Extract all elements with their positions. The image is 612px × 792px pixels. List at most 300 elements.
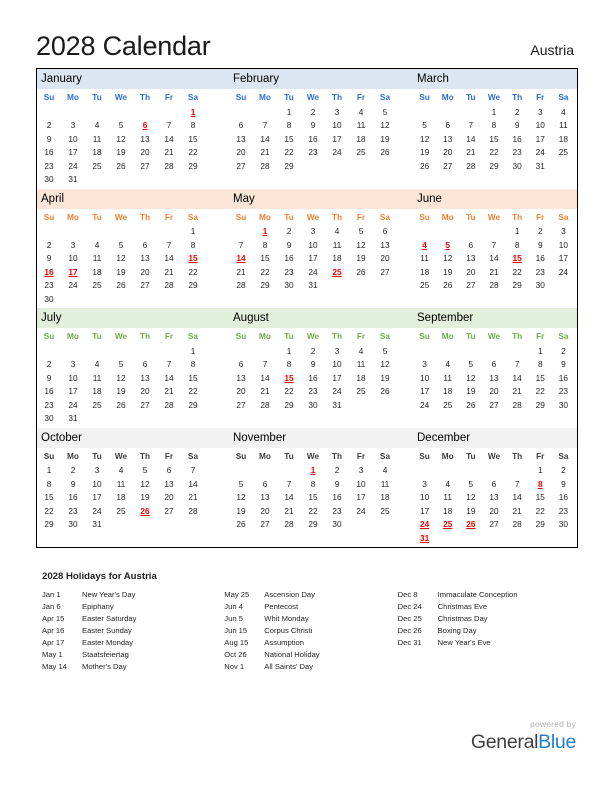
- holiday-list-item: [224, 625, 397, 637]
- quarter-row: [37, 69, 577, 189]
- day-cell: 9: [286, 239, 292, 250]
- day-cell: 18: [443, 386, 453, 396]
- day-cell: 5: [118, 120, 124, 130]
- month-title: June: [417, 192, 442, 205]
- holiday-date: Apr 17: [42, 638, 65, 647]
- day-cell: 16: [512, 133, 522, 144]
- day-cell: 18: [92, 266, 102, 277]
- holiday-list-item: [42, 613, 224, 625]
- footer-branding: [471, 718, 576, 754]
- day-cell-empty: [552, 160, 575, 174]
- month-title: April: [41, 192, 65, 205]
- day-cell-empty: [37, 225, 61, 239]
- weekday-header-row: [37, 328, 229, 345]
- day-cell: 17: [332, 372, 342, 383]
- holidays-section: [36, 548, 576, 673]
- weekday-header: We: [306, 450, 320, 461]
- day-cell: 6: [382, 226, 388, 236]
- day-cell: 5: [142, 465, 148, 475]
- day-cell: 2: [46, 359, 52, 369]
- day-cell: 13: [443, 133, 453, 144]
- day-cell-empty: [181, 518, 205, 532]
- day-cell: 11: [443, 492, 453, 502]
- day-cell: 21: [260, 386, 270, 396]
- day-cell: 13: [236, 372, 246, 383]
- day-cell: 31: [92, 519, 102, 529]
- day-cell: 3: [334, 106, 340, 117]
- day-cell-holiday: 1: [190, 106, 196, 117]
- day-cell: 24: [308, 266, 318, 277]
- week-row: [37, 464, 229, 478]
- day-cell: 28: [466, 160, 476, 171]
- day-cell: 29: [188, 399, 198, 410]
- day-cell: 29: [188, 280, 198, 290]
- weekday-header-row: [229, 328, 413, 345]
- day-cell: 15: [188, 372, 198, 383]
- day-cell: 23: [558, 505, 569, 516]
- day-cell: 24: [356, 505, 366, 516]
- day-cell: 5: [422, 120, 427, 130]
- day-cell: 11: [420, 253, 429, 263]
- week-row: [413, 345, 575, 359]
- day-cell: 18: [356, 372, 366, 383]
- day-cell-empty: [459, 532, 482, 546]
- weekday-header: Fr: [164, 211, 174, 222]
- weekday-header: Su: [43, 450, 55, 461]
- day-cell: 30: [558, 519, 569, 529]
- day-cell-empty: [181, 173, 205, 187]
- day-cell: 29: [260, 280, 270, 290]
- week-row: [229, 160, 413, 174]
- day-cell: 5: [468, 359, 474, 369]
- brand-general-text: General: [470, 731, 539, 753]
- weekday-header: We: [487, 450, 501, 461]
- day-cell: 31: [332, 399, 342, 410]
- day-cell: 24: [558, 266, 569, 277]
- day-cell: 6: [166, 465, 172, 475]
- day-cell-empty: [413, 345, 436, 359]
- day-cell: 20: [140, 147, 150, 157]
- day-cell: 8: [190, 120, 196, 130]
- day-cell-empty: [157, 293, 181, 307]
- day-cell: 31: [68, 174, 78, 184]
- day-cell: 14: [260, 133, 270, 144]
- weekday-header: Th: [139, 211, 151, 222]
- holiday-name: Staatsfeiertag: [82, 650, 129, 659]
- day-cell-holiday: 5: [445, 239, 451, 250]
- weekday-header: Su: [419, 211, 430, 222]
- weekday-header: Tu: [466, 450, 476, 461]
- day-cell-empty: [459, 464, 482, 478]
- day-cell: 17: [419, 505, 430, 516]
- day-cell: 25: [380, 505, 390, 516]
- day-cell-holiday: 15: [512, 253, 522, 263]
- holiday-list-item: [398, 589, 576, 601]
- day-cell: 10: [419, 492, 430, 502]
- day-cell-empty: [109, 173, 133, 187]
- weekday-header: Sa: [379, 211, 391, 222]
- weekday-header: Mo: [441, 450, 454, 461]
- day-cell-empty: [436, 106, 459, 120]
- weekday-header: Mo: [441, 92, 454, 102]
- day-cell: 6: [468, 239, 474, 250]
- week-row: [229, 464, 413, 478]
- day-cell: 17: [308, 253, 318, 263]
- holiday-date: Jan 6: [42, 602, 61, 611]
- day-cell: 11: [356, 120, 366, 130]
- day-cell: 21: [164, 266, 174, 277]
- day-cell-empty: [552, 279, 575, 293]
- weekday-header: Fr: [164, 92, 174, 102]
- day-cell: 4: [94, 359, 100, 369]
- day-cell: 22: [535, 386, 545, 396]
- weekday-header: We: [306, 92, 320, 102]
- week-row: [229, 518, 413, 532]
- day-cell-empty: [413, 106, 436, 120]
- week-row: [37, 385, 229, 399]
- day-cell: 27: [140, 160, 150, 171]
- weekday-header: Tu: [92, 450, 102, 461]
- holiday-name: National Holiday: [264, 650, 320, 659]
- weekday-header: Su: [235, 450, 247, 461]
- week-row: [37, 239, 229, 253]
- calendar-grid: [36, 68, 578, 548]
- day-cell: 1: [491, 106, 497, 117]
- day-cell: 20: [164, 492, 174, 502]
- holiday-date: Jun 15: [224, 626, 248, 635]
- day-cell: 2: [286, 226, 292, 236]
- day-cell: 10: [332, 359, 342, 369]
- holiday-name: Pentecost: [264, 602, 299, 611]
- holiday-name: Immaculate Conception: [437, 590, 518, 599]
- day-cell: 2: [514, 106, 520, 117]
- holiday-name: All Saints' Day: [264, 662, 314, 671]
- day-cell: 13: [236, 133, 246, 144]
- day-cell: 22: [489, 147, 499, 157]
- week-row: [413, 239, 575, 253]
- day-cell: 27: [466, 280, 476, 290]
- day-cell: 20: [443, 147, 453, 157]
- day-cell: 22: [284, 147, 294, 157]
- day-cell: 4: [445, 359, 451, 369]
- day-cell-empty: [373, 279, 397, 293]
- weekday-header: Fr: [164, 331, 174, 341]
- month-block: [37, 328, 229, 428]
- day-cell: 4: [445, 478, 451, 489]
- day-cell: 12: [466, 492, 476, 502]
- holiday-name: New Year's Eve: [437, 638, 491, 647]
- day-cell: 10: [308, 239, 318, 250]
- weekday-header: Su: [419, 92, 430, 102]
- day-cell: 5: [118, 359, 124, 369]
- day-cell: 18: [356, 133, 366, 144]
- day-cell-empty: [133, 293, 157, 307]
- day-cell: 17: [68, 386, 78, 396]
- day-cell: 31: [308, 280, 318, 290]
- day-cell: 29: [489, 160, 499, 171]
- day-cell: 8: [286, 359, 292, 369]
- day-cell-empty: [529, 532, 552, 546]
- page-title: 2028 Calendar: [36, 31, 211, 61]
- day-cell: 10: [558, 239, 569, 250]
- month-block: [229, 448, 413, 548]
- weekday-header: Mo: [67, 92, 79, 102]
- week-row: [37, 225, 229, 239]
- day-cell: 26: [466, 399, 476, 410]
- weekday-header: We: [114, 450, 128, 461]
- weekday-header: Th: [512, 450, 523, 461]
- holiday-date: Jan 1: [42, 590, 61, 599]
- day-cell: 23: [535, 266, 545, 277]
- day-cell: 11: [92, 372, 102, 383]
- day-cell: 22: [308, 505, 318, 516]
- holiday-date: Dec 8: [397, 590, 418, 599]
- day-cell: 7: [262, 120, 268, 130]
- week-row: [37, 518, 229, 532]
- week-row: [37, 146, 229, 160]
- day-cell: 26: [356, 266, 366, 277]
- month-block: [229, 89, 413, 189]
- month-title: March: [417, 73, 449, 85]
- day-cell: 22: [284, 386, 294, 396]
- week-row: [229, 252, 413, 266]
- day-cell-empty: [459, 345, 482, 359]
- week-row: [37, 478, 229, 492]
- day-cell: 23: [308, 386, 318, 396]
- weekday-header: Fr: [164, 450, 174, 461]
- day-cell: 10: [68, 133, 78, 144]
- day-cell-empty: [373, 160, 397, 174]
- week-row: [37, 252, 229, 266]
- day-cell: 22: [512, 266, 522, 277]
- day-cell: 30: [284, 280, 294, 290]
- weekday-header: Th: [139, 450, 151, 461]
- month-block: [37, 209, 229, 309]
- day-cell: 6: [491, 478, 497, 489]
- holiday-list-item: [42, 649, 224, 661]
- weekday-header: Sa: [187, 331, 199, 341]
- week-row: [37, 279, 229, 293]
- day-cell: 11: [443, 372, 453, 383]
- holiday-date: May 25: [224, 590, 250, 599]
- day-cell: 8: [190, 239, 196, 250]
- day-cell: 19: [380, 133, 390, 144]
- day-cell: 21: [512, 505, 522, 516]
- week-row: [413, 491, 575, 505]
- day-cell: 7: [166, 120, 172, 130]
- day-cell: 24: [68, 399, 78, 410]
- day-cell-empty: [253, 106, 277, 120]
- day-cell-empty: [133, 106, 157, 120]
- weekday-header: Mo: [259, 92, 271, 102]
- day-cell: 4: [358, 345, 364, 356]
- day-cell-empty: [61, 106, 85, 120]
- brand-logo: [471, 730, 576, 754]
- day-cell-holiday: 8: [537, 478, 543, 489]
- day-cell: 31: [535, 160, 545, 171]
- day-cell: 9: [46, 253, 52, 263]
- week-row: [229, 146, 413, 160]
- day-cell: 17: [92, 492, 102, 502]
- day-cell: 9: [561, 359, 566, 369]
- day-cell-empty: [109, 293, 133, 307]
- day-cell: 17: [558, 253, 569, 263]
- day-cell-empty: [85, 106, 109, 120]
- day-cell: 24: [68, 160, 78, 171]
- day-cell-empty: [229, 464, 253, 478]
- day-cell: 15: [188, 133, 198, 144]
- day-cell: 19: [116, 266, 126, 277]
- day-cell: 9: [310, 120, 316, 130]
- day-cell-empty: [157, 225, 181, 239]
- week-row: [229, 385, 413, 399]
- day-cell: 13: [164, 478, 174, 489]
- day-cell: 10: [332, 120, 342, 130]
- week-row: [37, 491, 229, 505]
- day-cell: 9: [46, 372, 52, 383]
- day-cell: 15: [535, 372, 545, 383]
- day-cell: 5: [358, 226, 364, 236]
- day-cell: 6: [238, 120, 244, 130]
- week-row: [413, 160, 575, 174]
- day-cell-empty: [61, 293, 85, 307]
- weekday-header: Sa: [558, 450, 569, 461]
- weekday-header: Tu: [284, 331, 294, 341]
- day-cell: 9: [537, 239, 543, 250]
- day-cell-empty: [85, 412, 109, 426]
- day-cell: 21: [164, 386, 174, 396]
- day-cell: 4: [382, 465, 388, 475]
- day-cell: 26: [116, 399, 126, 410]
- day-cell: 19: [419, 147, 430, 157]
- day-cell: 10: [535, 120, 545, 130]
- day-cell: 12: [380, 359, 390, 369]
- day-cell: 29: [188, 160, 198, 171]
- holiday-column: [398, 589, 576, 673]
- brand-blue-text: Blue: [538, 731, 576, 753]
- day-cell: 16: [332, 492, 342, 502]
- day-cell-empty: [37, 106, 61, 120]
- week-row: [37, 399, 229, 413]
- weekday-header: Fr: [356, 331, 366, 341]
- day-cell: 19: [443, 266, 453, 277]
- day-cell: 5: [382, 106, 388, 117]
- weekday-header: Fr: [536, 450, 545, 461]
- day-cell: 8: [286, 120, 292, 130]
- day-cell: 5: [382, 345, 388, 356]
- weekday-header: Sa: [379, 331, 391, 341]
- day-cell: 12: [419, 133, 430, 144]
- day-cell-empty: [482, 225, 505, 239]
- day-cell: 3: [358, 465, 364, 475]
- day-cell: 13: [489, 492, 499, 502]
- day-cell: 16: [284, 253, 294, 263]
- day-cell: 4: [94, 120, 100, 130]
- day-cell: 1: [46, 465, 52, 475]
- day-cell: 17: [419, 386, 430, 396]
- month-name-band: [37, 69, 577, 89]
- day-cell: 29: [535, 519, 545, 529]
- holiday-date: May 1: [42, 650, 63, 659]
- day-cell: 23: [44, 399, 54, 410]
- day-cell: 13: [466, 253, 476, 263]
- day-cell-holiday: 1: [262, 226, 268, 236]
- week-row: [413, 119, 575, 133]
- day-cell: 7: [491, 239, 497, 250]
- day-cell: 2: [70, 465, 76, 475]
- weekday-header: Tu: [284, 92, 294, 102]
- day-cell: 17: [332, 133, 342, 144]
- day-cell: 13: [140, 372, 150, 383]
- day-cell-empty: [349, 160, 373, 174]
- day-cell: 22: [188, 266, 198, 277]
- weekday-header: Sa: [558, 331, 569, 341]
- weekday-header: We: [114, 211, 128, 222]
- day-cell: 28: [188, 505, 198, 516]
- day-cell: 7: [468, 120, 474, 130]
- week-row: [229, 345, 413, 359]
- month-title: August: [233, 312, 269, 324]
- weekday-header: Tu: [284, 450, 294, 461]
- day-cell: 2: [537, 226, 543, 236]
- day-cell: 24: [419, 399, 430, 410]
- day-cell: 14: [466, 133, 476, 144]
- day-cell: 26: [116, 280, 126, 290]
- weekday-header: Mo: [67, 331, 79, 341]
- day-cell: 20: [380, 253, 390, 263]
- day-cell: 2: [310, 345, 316, 356]
- weekday-header: We: [487, 92, 501, 102]
- day-cell: 5: [468, 478, 474, 489]
- day-cell-empty: [482, 464, 505, 478]
- day-cell: 21: [188, 492, 198, 502]
- day-cell: 23: [44, 160, 54, 171]
- day-cell: 24: [92, 505, 102, 516]
- day-cell: 25: [558, 147, 569, 157]
- holiday-list-item: [42, 625, 224, 637]
- day-cell-empty: [349, 518, 373, 532]
- day-cell: 19: [140, 492, 150, 502]
- day-cell: 6: [238, 359, 244, 369]
- day-cell: 7: [514, 359, 520, 369]
- day-cell: 21: [164, 147, 174, 157]
- month-title: September: [417, 312, 474, 324]
- month-block: [229, 209, 413, 309]
- day-cell-empty: [133, 173, 157, 187]
- day-cell: 3: [422, 359, 427, 369]
- day-cell-empty: [133, 412, 157, 426]
- day-cell: 14: [164, 253, 174, 263]
- day-cell: 21: [489, 266, 499, 277]
- week-row: [413, 358, 575, 372]
- weekday-header: Su: [419, 331, 430, 341]
- day-cell-empty: [157, 106, 181, 120]
- day-cell: 29: [44, 519, 54, 529]
- holiday-list-item: [398, 613, 576, 625]
- week-row: [37, 266, 229, 280]
- day-cell: 16: [44, 386, 54, 396]
- day-cell: 1: [190, 226, 196, 236]
- week-row: [229, 358, 413, 372]
- weekday-header: Th: [512, 92, 523, 102]
- holidays-title: 2028 Holidays for Austria: [42, 571, 157, 582]
- day-cell-empty: [229, 106, 253, 120]
- day-cell: 12: [236, 492, 246, 502]
- day-cell-holiday: 17: [68, 266, 78, 277]
- months-row: [37, 209, 577, 309]
- day-cell: 13: [489, 372, 499, 383]
- day-cell: 25: [443, 399, 453, 410]
